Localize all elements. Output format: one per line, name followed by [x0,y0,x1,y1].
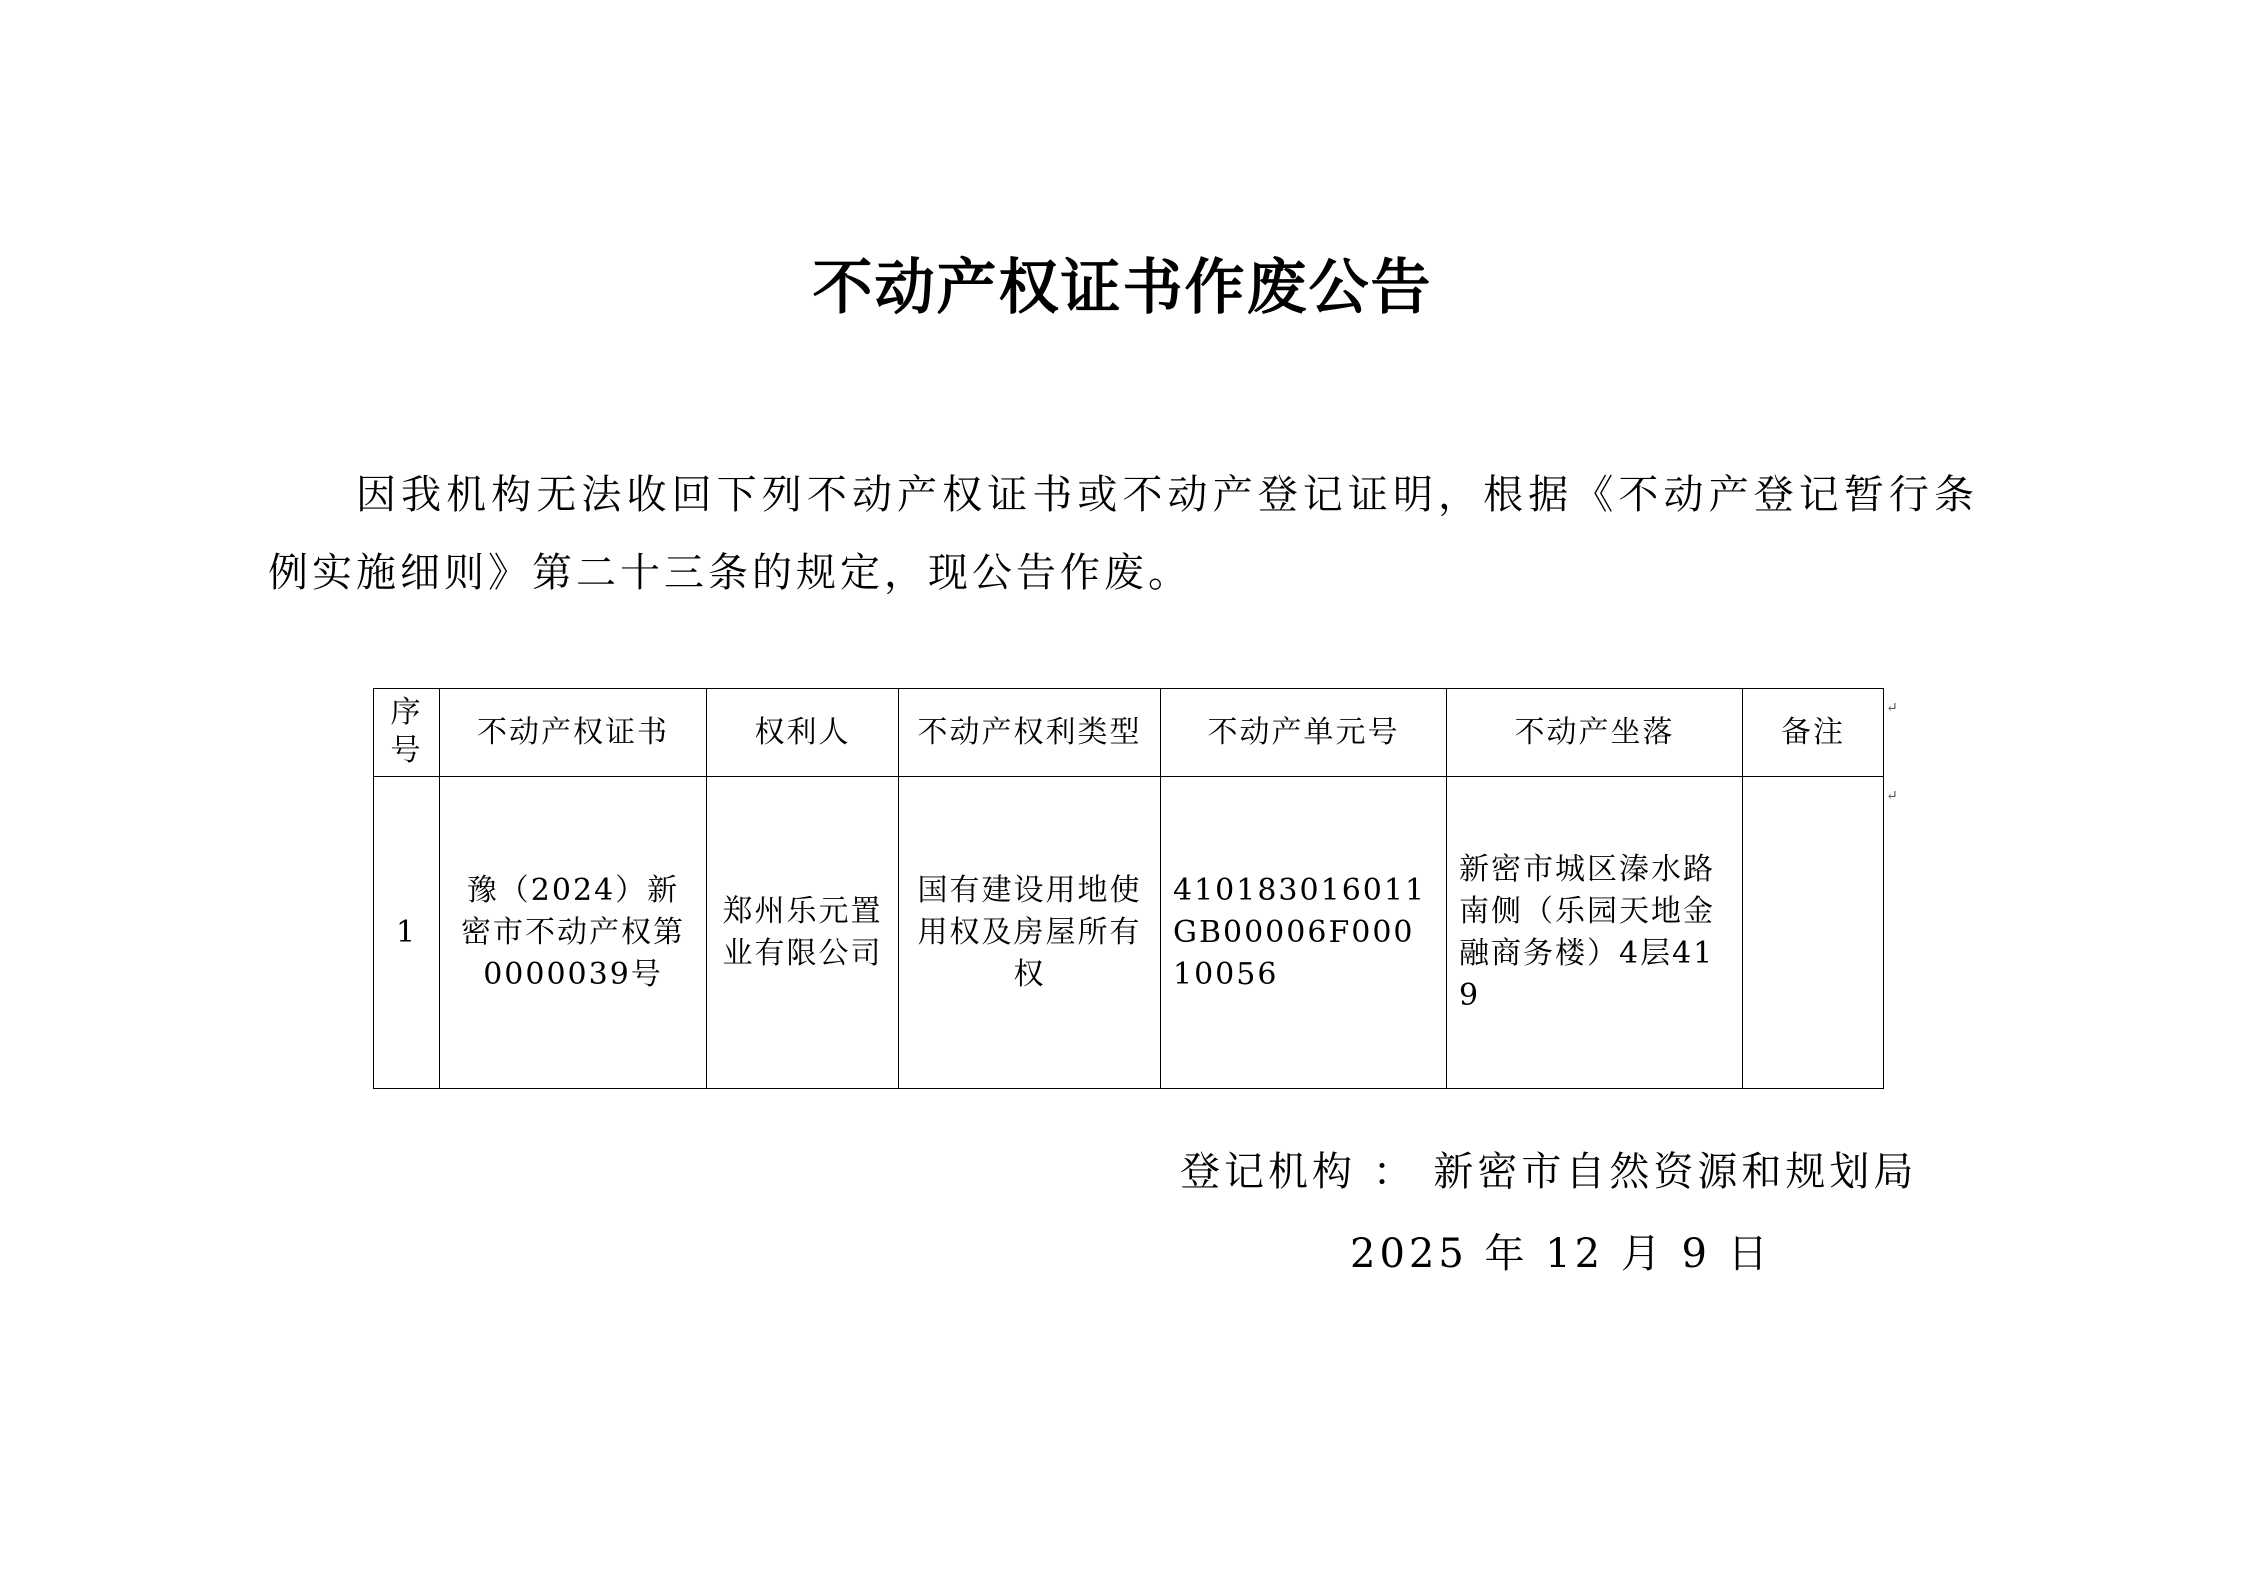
table-header-row [374,689,1884,777]
announcement-date: 2025 年 12 月 9 日 [1350,1231,1772,1277]
header-location: 不动产坐落 [1447,689,1743,777]
certificate-table [373,688,1884,1089]
cell-right-type: 国有建设用地使用权及房屋所有权 [899,777,1161,1089]
paragraph-mark-icon: ↵ [1886,700,1898,716]
cell-remark [1743,777,1884,1089]
header-right-type: 不动产权利类型 [899,689,1161,777]
header-remark: 备注 [1743,689,1884,777]
header-certificate: 不动产权证书 [440,689,707,777]
table-row [374,777,1884,1089]
cell-seq: 1 [374,777,440,1089]
header-seq: 序号 [374,689,440,777]
announcement-paragraph: 因我机构无法收回下列不动产权证书或不动产登记证明，根据《不动产登记暂行条例实施细则》第二十三条的规定，现公告作废。 [268,472,1978,596]
cell-certificate: 豫（2024）新密市不动产权第0000039号 [440,777,707,1089]
cell-holder: 郑州乐元置业有限公司 [707,777,899,1089]
cell-location: 新密市城区溱水路南侧（乐园天地金融商务楼）4层419 [1447,777,1743,1089]
registration-organization: 登记机构 ： 新密市自然资源和规划局 [1180,1149,1918,1195]
header-holder: 权利人 [707,689,899,777]
header-unit-no: 不动产单元号 [1161,689,1447,777]
cell-unit-no: 410183016011GB00006F00010056 [1161,777,1447,1089]
paragraph-mark-icon: ↵ [1886,788,1898,804]
page-title: 不动产权证书作废公告 [812,253,1433,323]
